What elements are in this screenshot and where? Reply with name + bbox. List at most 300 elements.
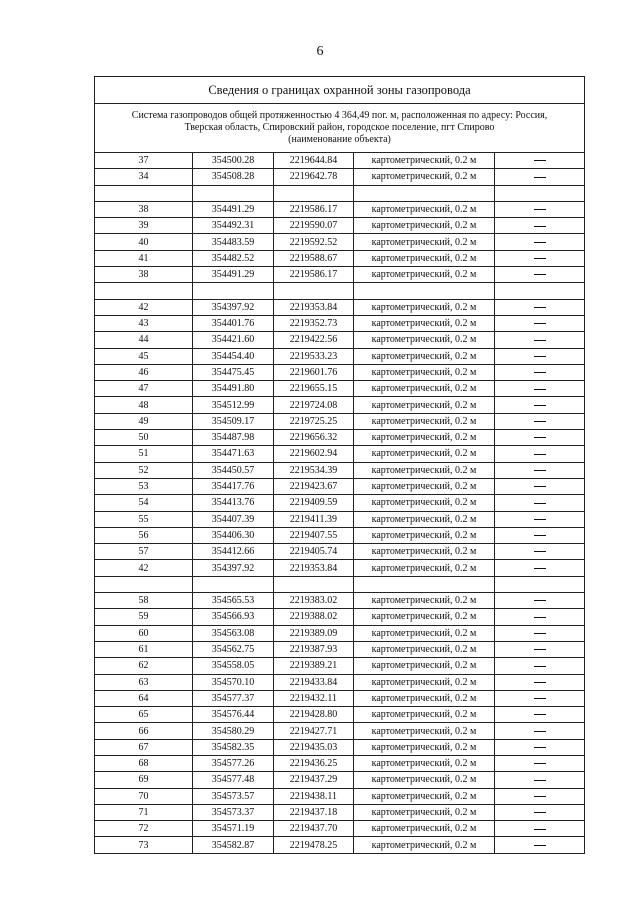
y-coordinate-cell: 2219353.84 (274, 560, 354, 576)
y-coordinate-cell: 2219352.73 (274, 315, 354, 331)
y-coordinate-cell: 2219724.08 (274, 397, 354, 413)
y-coordinate-cell: 2219423.67 (274, 478, 354, 494)
point-number-cell: 55 (95, 511, 193, 527)
dash-mark (534, 763, 546, 764)
note-cell (495, 658, 585, 674)
table-row (95, 201, 585, 217)
dash-mark (534, 812, 546, 813)
empty-cell (95, 283, 193, 299)
method-cell: картометрический, 0.2 м (354, 267, 495, 283)
dash-mark (534, 714, 546, 715)
table-row (95, 348, 585, 364)
x-coordinate-cell: 354450.57 (193, 462, 274, 478)
method-cell: картометрический, 0.2 м (354, 430, 495, 446)
point-number-cell: 48 (95, 397, 193, 413)
note-cell (495, 527, 585, 543)
method-cell: картометрический, 0.2 м (354, 674, 495, 690)
point-number-cell: 40 (95, 234, 193, 250)
empty-cell (354, 283, 495, 299)
y-coordinate-cell: 2219407.55 (274, 527, 354, 543)
x-coordinate-cell: 354509.17 (193, 413, 274, 429)
table-row (95, 544, 585, 560)
method-cell: картометрический, 0.2 м (354, 462, 495, 478)
x-coordinate-cell: 354570.10 (193, 674, 274, 690)
y-coordinate-cell: 2219437.29 (274, 772, 354, 788)
note-cell (495, 413, 585, 429)
note-cell (495, 544, 585, 560)
point-number-cell: 56 (95, 527, 193, 543)
table-row (95, 267, 585, 283)
dash-mark (534, 503, 546, 504)
y-coordinate-cell: 2219533.23 (274, 348, 354, 364)
table-row (95, 299, 585, 315)
x-coordinate-cell: 354562.75 (193, 641, 274, 657)
spacer-row (95, 576, 585, 592)
table-row (95, 462, 585, 478)
table-row (95, 381, 585, 397)
dash-mark (534, 486, 546, 487)
point-number-cell: 42 (95, 560, 193, 576)
table-row (95, 609, 585, 625)
table-row (95, 739, 585, 755)
table-row (95, 218, 585, 234)
x-coordinate-cell: 354413.76 (193, 495, 274, 511)
dash-mark (534, 356, 546, 357)
table-row (95, 674, 585, 690)
note-cell (495, 153, 585, 169)
x-coordinate-cell: 354576.44 (193, 707, 274, 723)
y-coordinate-cell: 2219422.56 (274, 332, 354, 348)
dash-mark (534, 258, 546, 259)
y-coordinate-cell: 2219602.94 (274, 446, 354, 462)
x-coordinate-cell: 354573.57 (193, 788, 274, 804)
note-cell (495, 332, 585, 348)
note-cell (495, 821, 585, 837)
note-cell (495, 511, 585, 527)
table-row (95, 332, 585, 348)
note-cell (495, 625, 585, 641)
dash-mark (534, 600, 546, 601)
table-row (95, 315, 585, 331)
dash-mark (534, 209, 546, 210)
method-cell: картометрический, 0.2 м (354, 707, 495, 723)
y-coordinate-cell: 2219433.84 (274, 674, 354, 690)
empty-cell (354, 185, 495, 201)
x-coordinate-cell: 354397.92 (193, 299, 274, 315)
note-cell (495, 381, 585, 397)
note-cell (495, 201, 585, 217)
empty-cell (95, 576, 193, 592)
y-coordinate-cell: 2219389.09 (274, 625, 354, 641)
y-coordinate-cell: 2219644.84 (274, 153, 354, 169)
table-row (95, 755, 585, 771)
y-coordinate-cell: 2219592.52 (274, 234, 354, 250)
point-number-cell: 60 (95, 625, 193, 641)
note-cell (495, 169, 585, 185)
point-number-cell: 58 (95, 593, 193, 609)
dash-mark (534, 226, 546, 227)
dash-mark (534, 160, 546, 161)
empty-cell (193, 185, 274, 201)
method-cell: картометрический, 0.2 м (354, 804, 495, 820)
y-coordinate-cell: 2219428.80 (274, 707, 354, 723)
dash-mark (534, 796, 546, 797)
point-number-cell: 53 (95, 478, 193, 494)
method-cell: картометрический, 0.2 м (354, 739, 495, 755)
dash-mark (534, 274, 546, 275)
method-cell: картометрический, 0.2 м (354, 755, 495, 771)
method-cell: картометрический, 0.2 м (354, 625, 495, 641)
table-row (95, 234, 585, 250)
point-number-cell: 45 (95, 348, 193, 364)
point-number-cell: 43 (95, 315, 193, 331)
note-cell (495, 772, 585, 788)
point-number-cell: 50 (95, 430, 193, 446)
y-coordinate-cell: 2219435.03 (274, 739, 354, 755)
note-cell (495, 250, 585, 266)
note-cell (495, 674, 585, 690)
method-cell: картометрический, 0.2 м (354, 218, 495, 234)
x-coordinate-cell: 354407.39 (193, 511, 274, 527)
method-cell: картометрический, 0.2 м (354, 593, 495, 609)
boundary-table (94, 76, 585, 854)
y-coordinate-cell: 2219427.71 (274, 723, 354, 739)
dash-mark (534, 666, 546, 667)
point-number-cell: 52 (95, 462, 193, 478)
dash-mark (534, 437, 546, 438)
note-cell (495, 397, 585, 413)
point-number-cell: 38 (95, 201, 193, 217)
x-coordinate-cell: 354475.45 (193, 364, 274, 380)
table-row (95, 153, 585, 169)
x-coordinate-cell: 354417.76 (193, 478, 274, 494)
point-number-cell: 44 (95, 332, 193, 348)
table-row (95, 478, 585, 494)
table-row (95, 413, 585, 429)
y-coordinate-cell: 2219389.21 (274, 658, 354, 674)
note-cell (495, 641, 585, 657)
point-number-cell: 70 (95, 788, 193, 804)
x-coordinate-cell: 354482.52 (193, 250, 274, 266)
table-row (95, 511, 585, 527)
x-coordinate-cell: 354577.37 (193, 690, 274, 706)
empty-cell (193, 576, 274, 592)
x-coordinate-cell: 354573.37 (193, 804, 274, 820)
dash-mark (534, 535, 546, 536)
method-cell: картометрический, 0.2 м (354, 446, 495, 462)
dash-mark (534, 698, 546, 699)
y-coordinate-cell: 2219656.32 (274, 430, 354, 446)
note-cell (495, 739, 585, 755)
x-coordinate-cell: 354577.48 (193, 772, 274, 788)
point-number-cell: 42 (95, 299, 193, 315)
note-cell (495, 267, 585, 283)
y-coordinate-cell: 2219590.07 (274, 218, 354, 234)
method-cell: картометрический, 0.2 м (354, 544, 495, 560)
empty-cell (495, 283, 585, 299)
x-coordinate-cell: 354558.05 (193, 658, 274, 674)
y-coordinate-cell: 2219601.76 (274, 364, 354, 380)
dash-mark (534, 323, 546, 324)
y-coordinate-cell: 2219437.18 (274, 804, 354, 820)
dash-mark (534, 731, 546, 732)
y-coordinate-cell: 2219655.15 (274, 381, 354, 397)
x-coordinate-cell: 354492.31 (193, 218, 274, 234)
spacer-row (95, 185, 585, 201)
dash-mark (534, 568, 546, 569)
point-number-cell: 57 (95, 544, 193, 560)
method-cell: картометрический, 0.2 м (354, 153, 495, 169)
x-coordinate-cell: 354397.92 (193, 560, 274, 576)
dash-mark (534, 617, 546, 618)
table-row (95, 169, 585, 185)
y-coordinate-cell: 2219586.17 (274, 201, 354, 217)
x-coordinate-cell: 354512.99 (193, 397, 274, 413)
point-number-cell: 63 (95, 674, 193, 690)
y-coordinate-cell: 2219725.25 (274, 413, 354, 429)
point-number-cell: 38 (95, 267, 193, 283)
note-cell (495, 690, 585, 706)
note-cell (495, 315, 585, 331)
x-coordinate-cell: 354487.98 (193, 430, 274, 446)
method-cell: картометрический, 0.2 м (354, 364, 495, 380)
note-cell (495, 837, 585, 853)
x-coordinate-cell: 354580.29 (193, 723, 274, 739)
method-cell: картометрический, 0.2 м (354, 788, 495, 804)
method-cell: картометрический, 0.2 м (354, 348, 495, 364)
method-cell: картометрический, 0.2 м (354, 315, 495, 331)
point-number-cell: 47 (95, 381, 193, 397)
note-cell (495, 348, 585, 364)
method-cell: картометрический, 0.2 м (354, 821, 495, 837)
point-number-cell: 46 (95, 364, 193, 380)
table-row (95, 821, 585, 837)
point-number-cell: 69 (95, 772, 193, 788)
note-cell (495, 609, 585, 625)
title-row (95, 77, 585, 104)
method-cell: картометрический, 0.2 м (354, 609, 495, 625)
y-coordinate-cell: 2219388.02 (274, 609, 354, 625)
table-row (95, 527, 585, 543)
table-row (95, 837, 585, 853)
method-cell: картометрический, 0.2 м (354, 201, 495, 217)
x-coordinate-cell: 354491.29 (193, 267, 274, 283)
method-cell: картометрический, 0.2 м (354, 169, 495, 185)
method-cell: картометрический, 0.2 м (354, 234, 495, 250)
point-number-cell: 65 (95, 707, 193, 723)
dash-mark (534, 340, 546, 341)
y-coordinate-cell: 2219478.25 (274, 837, 354, 853)
table-row (95, 658, 585, 674)
y-coordinate-cell: 2219387.93 (274, 641, 354, 657)
table-row (95, 593, 585, 609)
note-cell (495, 478, 585, 494)
y-coordinate-cell: 2219409.59 (274, 495, 354, 511)
note-cell (495, 788, 585, 804)
empty-cell (95, 185, 193, 201)
note-cell (495, 430, 585, 446)
note-cell (495, 364, 585, 380)
empty-cell (274, 576, 354, 592)
note-cell (495, 755, 585, 771)
note-cell (495, 234, 585, 250)
dash-mark (534, 454, 546, 455)
table-title: Сведения о границах охранной зоны газопровода (95, 77, 585, 104)
empty-cell (274, 283, 354, 299)
y-coordinate-cell: 2219642.78 (274, 169, 354, 185)
note-cell (495, 593, 585, 609)
point-number-cell: 49 (95, 413, 193, 429)
x-coordinate-cell: 354454.40 (193, 348, 274, 364)
empty-cell (495, 185, 585, 201)
dash-mark (534, 242, 546, 243)
empty-cell (495, 576, 585, 592)
table-row (95, 364, 585, 380)
dash-mark (534, 307, 546, 308)
table-row (95, 250, 585, 266)
y-coordinate-cell: 2219436.25 (274, 755, 354, 771)
point-number-cell: 71 (95, 804, 193, 820)
dash-mark (534, 829, 546, 830)
dash-mark (534, 405, 546, 406)
dash-mark (534, 470, 546, 471)
x-coordinate-cell: 354571.19 (193, 821, 274, 837)
description-line-2: Тверская область, Спировский район, городское поселение, пгт Спирово (184, 122, 495, 133)
point-number-cell: 39 (95, 218, 193, 234)
point-number-cell: 72 (95, 821, 193, 837)
y-coordinate-cell: 2219383.02 (274, 593, 354, 609)
point-number-cell: 54 (95, 495, 193, 511)
note-cell (495, 723, 585, 739)
point-number-cell: 37 (95, 153, 193, 169)
point-number-cell: 68 (95, 755, 193, 771)
method-cell: картометрический, 0.2 м (354, 560, 495, 576)
note-cell (495, 462, 585, 478)
method-cell: картометрический, 0.2 м (354, 299, 495, 315)
point-number-cell: 61 (95, 641, 193, 657)
description-line-1: Система газопроводов общей протяженностью 4 364,49 пог. м, расположенная по адресу: Россия, (131, 110, 548, 121)
method-cell: картометрический, 0.2 м (354, 772, 495, 788)
method-cell: картометрический, 0.2 м (354, 332, 495, 348)
y-coordinate-cell: 2219437.70 (274, 821, 354, 837)
dash-mark (534, 780, 546, 781)
table-row (95, 495, 585, 511)
point-number-cell: 59 (95, 609, 193, 625)
point-number-cell: 41 (95, 250, 193, 266)
y-coordinate-cell: 2219432.11 (274, 690, 354, 706)
empty-cell (354, 576, 495, 592)
method-cell: картометрический, 0.2 м (354, 495, 495, 511)
note-cell (495, 495, 585, 511)
y-coordinate-cell: 2219411.39 (274, 511, 354, 527)
dash-mark (534, 372, 546, 373)
empty-cell (274, 185, 354, 201)
method-cell: картометрический, 0.2 м (354, 658, 495, 674)
method-cell: картометрический, 0.2 м (354, 478, 495, 494)
table-row (95, 430, 585, 446)
table-row (95, 560, 585, 576)
point-number-cell: 51 (95, 446, 193, 462)
note-cell (495, 446, 585, 462)
table-row (95, 690, 585, 706)
table-row (95, 641, 585, 657)
table-row (95, 625, 585, 641)
x-coordinate-cell: 354491.29 (193, 201, 274, 217)
method-cell: картометрический, 0.2 м (354, 527, 495, 543)
y-coordinate-cell: 2219534.39 (274, 462, 354, 478)
method-cell: картометрический, 0.2 м (354, 511, 495, 527)
dash-mark (534, 551, 546, 552)
description-row (95, 104, 585, 153)
note-cell (495, 707, 585, 723)
method-cell: картометрический, 0.2 м (354, 690, 495, 706)
x-coordinate-cell: 354563.08 (193, 625, 274, 641)
point-number-cell: 67 (95, 739, 193, 755)
method-cell: картометрический, 0.2 м (354, 641, 495, 657)
table-row (95, 804, 585, 820)
x-coordinate-cell: 354471.63 (193, 446, 274, 462)
dash-mark (534, 177, 546, 178)
dash-mark (534, 649, 546, 650)
table-row (95, 446, 585, 462)
x-coordinate-cell: 354491.80 (193, 381, 274, 397)
y-coordinate-cell: 2219405.74 (274, 544, 354, 560)
point-number-cell: 34 (95, 169, 193, 185)
x-coordinate-cell: 354577.26 (193, 755, 274, 771)
note-cell (495, 218, 585, 234)
description-line-3: (наименование объекта) (288, 134, 391, 145)
method-cell: картометрический, 0.2 м (354, 397, 495, 413)
x-coordinate-cell: 354401.76 (193, 315, 274, 331)
x-coordinate-cell: 354565.53 (193, 593, 274, 609)
note-cell (495, 804, 585, 820)
method-cell: картометрический, 0.2 м (354, 837, 495, 853)
dash-mark (534, 682, 546, 683)
point-number-cell: 73 (95, 837, 193, 853)
method-cell: картометрический, 0.2 м (354, 381, 495, 397)
x-coordinate-cell: 354582.87 (193, 837, 274, 853)
method-cell: картометрический, 0.2 м (354, 723, 495, 739)
point-number-cell: 64 (95, 690, 193, 706)
x-coordinate-cell: 354483.59 (193, 234, 274, 250)
x-coordinate-cell: 354582.35 (193, 739, 274, 755)
x-coordinate-cell: 354421.60 (193, 332, 274, 348)
dash-mark (534, 633, 546, 634)
empty-cell (193, 283, 274, 299)
dash-mark (534, 389, 546, 390)
page-number: 6 (316, 44, 324, 59)
x-coordinate-cell: 354566.93 (193, 609, 274, 625)
spacer-row (95, 283, 585, 299)
table-row (95, 723, 585, 739)
y-coordinate-cell: 2219588.67 (274, 250, 354, 266)
x-coordinate-cell: 354406.30 (193, 527, 274, 543)
y-coordinate-cell: 2219353.84 (274, 299, 354, 315)
dash-mark (534, 519, 546, 520)
object-description (95, 104, 585, 153)
method-cell: картометрический, 0.2 м (354, 250, 495, 266)
dash-mark (534, 747, 546, 748)
y-coordinate-cell: 2219586.17 (274, 267, 354, 283)
point-number-cell: 62 (95, 658, 193, 674)
table-row (95, 772, 585, 788)
x-coordinate-cell: 354500.28 (193, 153, 274, 169)
note-cell (495, 560, 585, 576)
y-coordinate-cell: 2219438.11 (274, 788, 354, 804)
x-coordinate-cell: 354508.28 (193, 169, 274, 185)
point-number-cell: 66 (95, 723, 193, 739)
note-cell (495, 299, 585, 315)
